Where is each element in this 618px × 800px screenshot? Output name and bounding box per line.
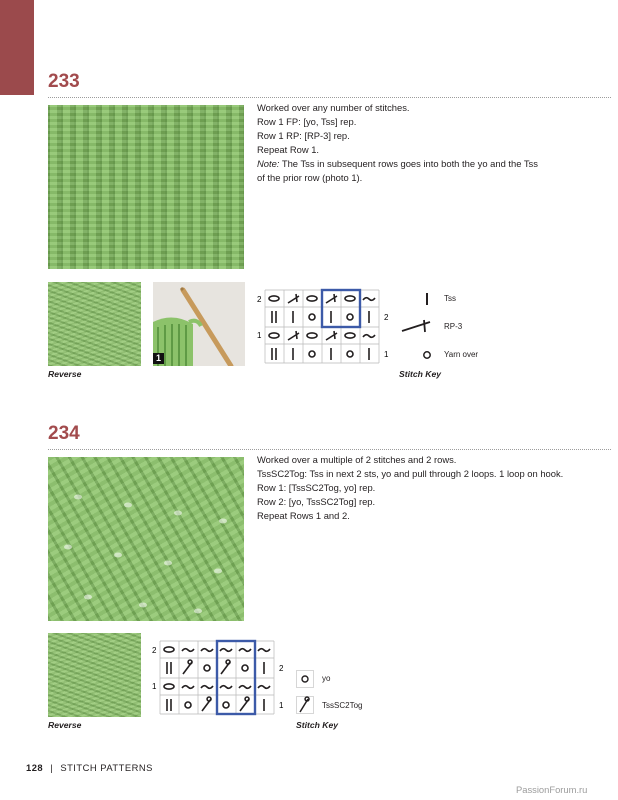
pattern-instructions [257, 453, 597, 523]
stitch-chart [255, 287, 395, 367]
photo-number-label: 1 [153, 353, 164, 364]
instruction-line: Row 1 FP: [yo, Tss] rep. [257, 116, 357, 127]
instruction-line: Row 1: [TssSC2Tog, yo] rep. [257, 482, 376, 493]
process-photo [153, 282, 245, 366]
key-label: Yarn over [444, 350, 479, 359]
instruction-line: Row 1 RP: [RP-3] rep. [257, 130, 350, 141]
section-divider [48, 449, 611, 450]
eyelet-holes [48, 457, 244, 621]
watermark: PassionForum.ru [516, 784, 588, 795]
tss-symbol-icon [420, 292, 434, 306]
chart-row-label: 2 [384, 313, 389, 322]
chart-row-label: 1 [257, 331, 262, 340]
stitch-key-title: Stitch Key [399, 369, 442, 379]
reverse-caption: Reverse [48, 369, 82, 379]
stitch-key [294, 668, 394, 718]
chart-row-label: 1 [279, 701, 284, 710]
section-divider [48, 97, 611, 98]
section-name: STITCH PATTERNS [60, 762, 153, 773]
note-text: The Tss in subsequent rows goes into both the yo and the Tss [279, 158, 538, 169]
pattern-number: 233 [48, 71, 80, 92]
page-number: 128 [26, 762, 44, 773]
chart-row-label: 2 [152, 646, 157, 655]
instruction-line: Repeat Row 1. [257, 144, 320, 155]
chart-row-label: 1 [152, 682, 157, 691]
key-label: Tss [444, 294, 456, 303]
instruction-note [257, 157, 577, 171]
pattern-number: 234 [48, 423, 80, 444]
swatch-photo-front [48, 457, 244, 621]
tsssc2tog-symbol-icon [296, 696, 314, 714]
key-label: RP-3 [444, 322, 463, 331]
instruction-line: Worked over a multiple of 2 stitches and 2 rows. [257, 454, 457, 465]
key-label: yo [322, 674, 331, 683]
chart-row-label: 2 [257, 295, 262, 304]
chart-row-label: 1 [384, 350, 389, 359]
instruction-line: Worked over any number of stitches. [257, 102, 410, 113]
instruction-note-continued: of the prior row (photo 1). [257, 172, 363, 183]
chart-row-label: 2 [279, 664, 284, 673]
reverse-caption: Reverse [48, 720, 82, 730]
key-label: TssSC2Tog [322, 701, 363, 710]
swatch-photo-reverse [48, 282, 141, 366]
rp3-symbol-icon [400, 318, 434, 334]
instruction-line: Row 2: [yo, TssSC2Tog] rep. [257, 496, 376, 507]
stitch-key [398, 288, 488, 368]
swatch-photo-reverse [48, 633, 141, 717]
footer-separator: | [50, 762, 54, 773]
instruction-line: TssSC2Tog: Tss in next 2 sts, yo and pull through 2 loops. 1 loop on hook. [257, 468, 564, 479]
yarn-over-symbol-icon [296, 670, 314, 688]
instruction-line: Repeat Rows 1 and 2. [257, 510, 350, 521]
section-color-tab [0, 0, 34, 95]
stitch-key-title: Stitch Key [296, 720, 339, 730]
stitch-chart [150, 638, 290, 718]
pattern-instructions [257, 101, 577, 185]
note-label: Note: [257, 158, 280, 169]
crochet-hook-illustration [153, 282, 245, 366]
swatch-photo-front [48, 105, 244, 269]
page-footer [26, 762, 153, 773]
yarn-over-symbol-icon [420, 348, 434, 362]
